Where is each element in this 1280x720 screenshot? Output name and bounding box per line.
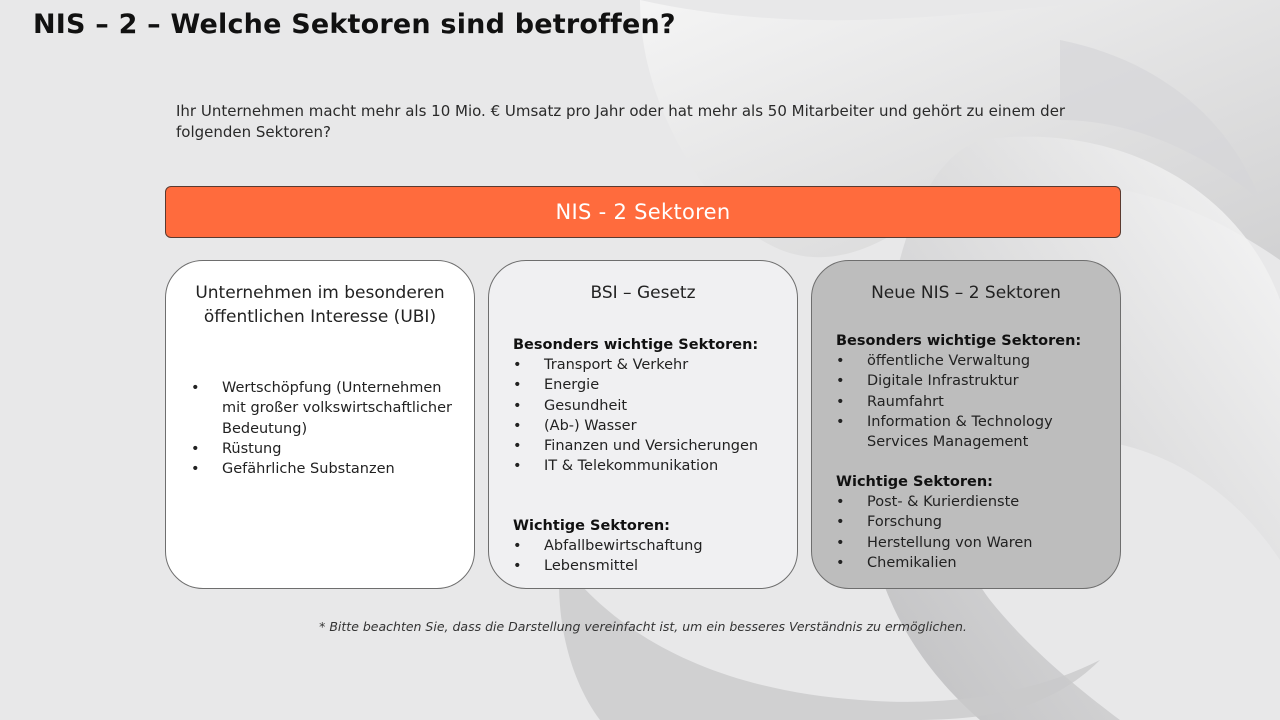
bsi-sectors-list — [513, 536, 783, 577]
list-item: • (Ab-) Wasser — [513, 416, 783, 436]
list-item: • Gesundheit — [513, 396, 783, 416]
list-item: • Rüstung — [191, 439, 460, 459]
card-bsi-title: BSI – Gesetz — [590, 283, 696, 303]
nis2-important-sectors-section — [836, 331, 1106, 452]
list-item: • Post- & Kurierdienste — [836, 492, 1106, 512]
nis2-important-sectors-list — [836, 351, 1106, 452]
bsi-sectors-section — [513, 516, 783, 577]
list-item: • Finanzen und Versicherungen — [513, 436, 783, 456]
section-heading: Wichtige Sektoren: — [513, 518, 670, 534]
page-title: NIS – 2 – Welche Sektoren sind betroffen? — [33, 9, 676, 40]
list-item: • Information & Technology Services Management — [836, 412, 1106, 453]
list-item: • Energie — [513, 375, 783, 395]
list-item: • IT & Telekommunikation — [513, 456, 783, 476]
card-ubi-title: Unternehmen im besonderen öffentlichen Interesse (UBI) — [195, 283, 445, 327]
intro-text: Ihr Unternehmen macht mehr als 10 Mio. € Umsatz pro Jahr oder hat mehr als 50 Mitarbeiter und gehört zu einem der folgenden Sektoren? — [176, 102, 1066, 141]
bsi-important-sectors-section — [513, 335, 783, 477]
card-ubi-list — [191, 378, 460, 479]
list-item: • Herstellung von Waren — [836, 533, 1106, 553]
list-item: • Wertschöpfung (Unternehmen mit großer volkswirtschaftlicher Bedeutung) — [191, 378, 460, 439]
card-ubi — [165, 260, 475, 589]
sectors-banner — [165, 186, 1121, 238]
section-heading: Wichtige Sektoren: — [836, 474, 993, 490]
list-item: • Chemikalien — [836, 553, 1106, 573]
footnote: * Bitte beachten Sie, dass die Darstellung vereinfacht ist, um ein besseres Verständnis zu ermöglichen. — [319, 619, 967, 634]
card-new-nis2-sectors — [811, 260, 1121, 589]
list-item: • Forschung — [836, 512, 1106, 532]
section-heading: Besonders wichtige Sektoren: — [836, 333, 1082, 349]
list-item: • Digitale Infrastruktur — [836, 371, 1106, 391]
list-item: • Abfallbewirtschaftung — [513, 536, 783, 556]
list-item: • Raumfahrt — [836, 392, 1106, 412]
bsi-important-sectors-list — [513, 355, 783, 477]
section-heading: Besonders wichtige Sektoren: — [513, 337, 759, 353]
sectors-banner-label: NIS - 2 Sektoren — [555, 200, 731, 224]
list-item: • Gefährliche Substanzen — [191, 459, 460, 479]
card-bsi-gesetz — [488, 260, 798, 589]
list-item: • öffentliche Verwaltung — [836, 351, 1106, 371]
nis2-sectors-section — [836, 472, 1106, 573]
list-item: • Lebensmittel — [513, 556, 783, 576]
nis2-sectors-list — [836, 492, 1106, 573]
card-nis2-title: Neue NIS – 2 Sektoren — [871, 283, 1061, 303]
list-item: • Transport & Verkehr — [513, 355, 783, 375]
